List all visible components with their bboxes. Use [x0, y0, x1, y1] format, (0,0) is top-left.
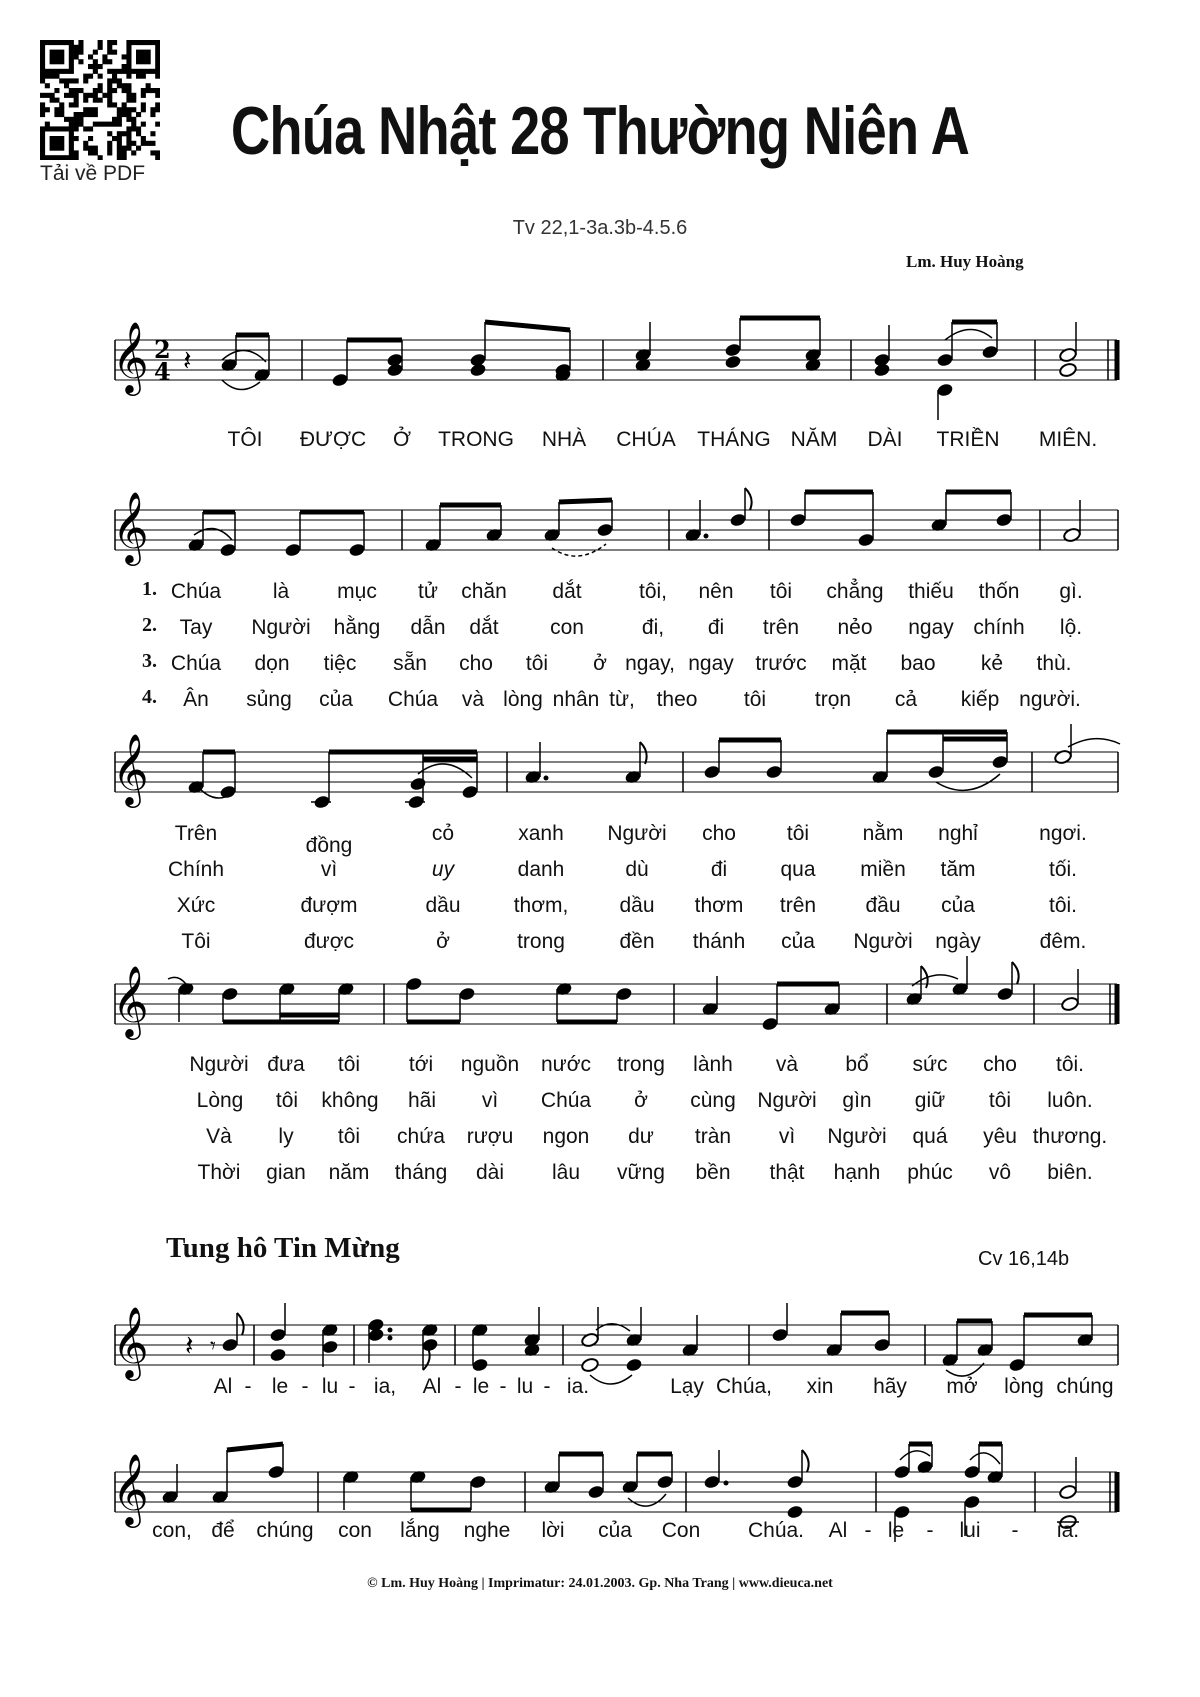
- lyric: Và: [206, 1125, 232, 1148]
- lyric: Chúa: [170, 652, 222, 675]
- notes-m3: [684, 488, 752, 543]
- quarter-rest: 𝄽: [183, 344, 192, 377]
- lyric: hằng: [333, 616, 381, 639]
- gospel-reference: Cv 16,14b: [978, 1248, 1070, 1270]
- lyric: của: [319, 688, 353, 711]
- lyric: chúng: [1056, 1375, 1114, 1398]
- lyric: Chúa: [387, 688, 439, 711]
- lyric: cho: [459, 652, 493, 675]
- lyric: Thời: [197, 1161, 241, 1184]
- eighth-rest: 𝄾: [210, 1334, 216, 1359]
- lyric: đi,: [641, 616, 665, 639]
- lyric: mặt: [831, 652, 867, 675]
- lyric: trong: [617, 1053, 665, 1076]
- lyric: trên: [779, 894, 817, 917]
- lyric: ĐƯỢC: [299, 428, 367, 451]
- lyric: sức: [912, 1053, 948, 1076]
- svg-text:𝄞: 𝄞: [112, 1452, 149, 1525]
- lyric: ia.: [1056, 1519, 1080, 1542]
- lyric: nẻo: [837, 616, 873, 639]
- lyric: vô: [988, 1161, 1012, 1184]
- lyric: cho: [702, 822, 736, 845]
- lyric: lời: [541, 1519, 565, 1542]
- lyric: mở: [946, 1375, 978, 1398]
- lyric: CHÚA: [616, 428, 676, 451]
- lyric: vững: [617, 1161, 665, 1184]
- lyric: thương.: [1032, 1125, 1108, 1148]
- lyric: dọn: [254, 652, 290, 675]
- lyric: xanh: [518, 822, 564, 845]
- lyric: chẳng: [826, 580, 884, 603]
- lyric: luôn.: [1047, 1089, 1093, 1112]
- treble-clef: [112, 320, 149, 396]
- lyric: ở: [593, 652, 607, 675]
- lyric: Tay: [179, 616, 213, 639]
- notes-m3: [634, 318, 822, 373]
- page-title: Chúa Nhật 28 Thường Niên A: [230, 93, 970, 169]
- lyric: NĂM: [790, 428, 838, 451]
- treble-clef: [112, 490, 149, 566]
- lyric: người.: [1019, 688, 1081, 711]
- lyric: tháng: [394, 1161, 448, 1184]
- lyric: dầu: [425, 894, 461, 917]
- verse-number: 3.: [142, 650, 157, 672]
- lyric: tôi.: [1055, 1053, 1085, 1076]
- notes-m1: [187, 512, 366, 558]
- lyric: đưa: [267, 1053, 305, 1076]
- lyric: bao: [900, 652, 936, 675]
- lyric: ia.: [566, 1375, 590, 1398]
- lyric: Người: [853, 930, 913, 953]
- lyric: tôi.: [1048, 894, 1078, 917]
- lyric: quá: [912, 1125, 948, 1148]
- lyric: Al: [213, 1375, 233, 1398]
- lyric: Tôi: [181, 930, 211, 953]
- lyric: thù.: [1036, 652, 1072, 675]
- lyric: -: [244, 1375, 252, 1398]
- lyric: Chính: [167, 858, 225, 881]
- lyric: -: [864, 1519, 872, 1542]
- lyric: dẫn: [410, 616, 446, 639]
- lyric: Người: [827, 1125, 887, 1148]
- notes-gospel-m11: [893, 1444, 1004, 1542]
- lyric: trước: [755, 652, 807, 675]
- lyric: bền: [695, 1161, 731, 1184]
- lyric: -: [1011, 1519, 1019, 1542]
- notes-m2: [424, 500, 614, 556]
- time-signature-bottom: 4: [154, 357, 171, 386]
- lyric: Người: [757, 1089, 817, 1112]
- lyric: Lạy: [670, 1375, 704, 1398]
- treble-clef: [112, 964, 149, 1040]
- verse-number: 1.: [142, 578, 157, 600]
- lyric: cỏ: [431, 822, 455, 845]
- lyric: lành: [693, 1053, 733, 1076]
- lyric: cùng: [690, 1089, 736, 1112]
- lyric: dầu: [619, 894, 655, 917]
- lyric: trên: [762, 616, 800, 639]
- lyric: Ân: [183, 688, 209, 711]
- notes-m2: [524, 742, 647, 785]
- lyric: TRONG: [438, 428, 514, 451]
- lyric: biên.: [1047, 1161, 1093, 1184]
- lyric: TRIỀN: [936, 428, 1000, 451]
- lyric: phúc: [907, 1161, 953, 1184]
- lyric: lòng: [503, 688, 543, 711]
- lyric: tôi: [743, 688, 767, 711]
- lyric: -: [301, 1375, 309, 1398]
- notes-gospel-m9: [543, 1454, 674, 1506]
- lyric: lộ.: [1059, 616, 1083, 639]
- lyric: TÔI: [227, 428, 263, 451]
- lyric: tăm: [940, 858, 976, 881]
- lyric: rượu: [466, 1125, 514, 1148]
- lyric: Chúa.: [747, 1519, 805, 1542]
- lyric: để: [211, 1519, 235, 1542]
- lyric: Người: [189, 1053, 249, 1076]
- lyric: con,: [152, 1519, 192, 1542]
- lyric: -: [348, 1375, 356, 1398]
- verse-number: 4.: [142, 686, 157, 708]
- lyric: vì: [481, 1089, 499, 1112]
- composer-name: Lm. Huy Hoàng: [906, 252, 1024, 271]
- lyric: ngay,: [625, 652, 675, 675]
- quarter-rest: 𝄽: [185, 1329, 194, 1362]
- section-heading: Tung hô Tin Mừng: [166, 1232, 400, 1264]
- lyric: yêu: [983, 1125, 1017, 1148]
- lyric: không: [321, 1089, 379, 1112]
- notes-m5: [1061, 969, 1080, 1012]
- svg-text:𝄞: 𝄞: [112, 964, 149, 1037]
- lyric: le: [887, 1519, 905, 1542]
- lyric: hãi: [407, 1089, 437, 1112]
- lyric: gian: [266, 1161, 306, 1184]
- lyric: nằm: [862, 822, 904, 845]
- lyric: Al: [422, 1375, 442, 1398]
- lyric: tràn: [694, 1125, 732, 1148]
- lyric: tối.: [1048, 858, 1078, 881]
- lyric: và: [775, 1053, 799, 1076]
- lyric: hạnh: [833, 1161, 881, 1184]
- lyric: chính: [973, 616, 1025, 639]
- lyric: dài: [475, 1161, 505, 1184]
- lyric: và: [461, 688, 485, 711]
- lyric: sẵn: [393, 652, 427, 675]
- lyric: đêm.: [1039, 930, 1087, 953]
- lyric: ngay: [908, 616, 954, 639]
- lyric: kẻ: [980, 652, 1004, 675]
- lyric: xin: [806, 1375, 834, 1398]
- notes-gospel-m7: [161, 1444, 285, 1505]
- verse-number: 2.: [142, 614, 157, 636]
- notes-m2: [405, 976, 633, 1022]
- treble-clef: [112, 732, 149, 808]
- lyric: tới: [408, 1053, 434, 1076]
- lyric: tiệc: [323, 652, 357, 675]
- lyric: của: [598, 1519, 632, 1542]
- lyric: danh: [517, 858, 565, 881]
- lyric: nhân: [552, 688, 600, 711]
- lyric: Người: [251, 616, 311, 639]
- notes-m4: [1054, 724, 1120, 765]
- lyric: nước: [540, 1053, 592, 1076]
- lyric: -: [499, 1375, 507, 1398]
- lyric: tôi: [275, 1089, 299, 1112]
- lyric: mục: [337, 580, 377, 603]
- lyric: lui: [959, 1519, 981, 1542]
- lyric: nguồn: [460, 1053, 520, 1076]
- lyric: thơm: [694, 894, 744, 917]
- lyric: theo: [656, 688, 698, 711]
- lyric: nên: [698, 580, 734, 603]
- lyric: giữ: [914, 1089, 946, 1112]
- notes-gospel-m5: [771, 1303, 891, 1358]
- lyric: năm: [328, 1161, 370, 1184]
- lyric: le: [472, 1375, 490, 1398]
- lyric: Al: [828, 1519, 848, 1542]
- lyric: cả: [894, 688, 918, 711]
- lyric: Lòng: [196, 1089, 244, 1112]
- lyric: DÀI: [867, 428, 903, 451]
- notes-gospel-m10: [703, 1450, 809, 1520]
- lyric: ngay: [688, 652, 734, 675]
- notes-m4: [873, 322, 999, 420]
- lyric: ở: [634, 1089, 648, 1112]
- lyric: MIÊN.: [1038, 428, 1098, 451]
- lyric: lu: [516, 1375, 534, 1398]
- lyric: chứa: [397, 1125, 445, 1148]
- lyric: con: [338, 1519, 372, 1542]
- lyric: dư: [628, 1125, 654, 1148]
- lyric: tôi,: [638, 580, 668, 603]
- lyric: ngơi.: [1039, 822, 1087, 845]
- lyric: gì.: [1059, 580, 1083, 603]
- lyric: uy: [431, 858, 455, 881]
- psalm-reference: Tv 22,1-3a.3b-4.5.6: [512, 217, 688, 239]
- notes-m4: [905, 956, 1019, 1007]
- time-signature-top: 2: [154, 335, 171, 364]
- treble-clef: [112, 1305, 149, 1381]
- lyric: sủng: [246, 688, 292, 711]
- lyric: THÁNG: [697, 428, 771, 451]
- svg-text:𝄞: 𝄞: [112, 320, 149, 393]
- lyric: thiếu: [908, 580, 954, 603]
- lyric: lòng: [1004, 1375, 1044, 1398]
- lyric: trọn: [814, 688, 852, 711]
- staff-system-4: [0, 944, 1200, 1054]
- lyric: Con: [661, 1519, 701, 1542]
- lyric: qua: [780, 858, 816, 881]
- lyric: -: [926, 1519, 934, 1542]
- lyric: của: [941, 894, 975, 917]
- notes-m1: [187, 752, 479, 810]
- lyric: nghỉ: [938, 822, 978, 845]
- lyric: Chúa: [540, 1089, 592, 1112]
- lyric: dắt: [469, 616, 499, 639]
- lyric: đi: [707, 616, 725, 639]
- lyric: Xức: [176, 894, 216, 917]
- lyric: được: [303, 930, 355, 953]
- lyric: đi: [710, 858, 728, 881]
- lyric: đầu: [865, 894, 901, 917]
- lyric: hãy: [873, 1375, 907, 1398]
- lyric: vì: [320, 858, 338, 881]
- lyric: vì: [778, 1125, 796, 1148]
- treble-clef: [112, 1452, 149, 1528]
- lyric: chăn: [461, 580, 507, 603]
- notes-gospel-m3: [471, 1307, 541, 1373]
- lyric: đồng: [305, 834, 353, 857]
- lyric: trong: [517, 930, 565, 953]
- lyric: lắng: [400, 1519, 440, 1542]
- lyric: Người: [607, 822, 667, 845]
- lyric: ngày: [935, 930, 981, 953]
- lyric: gìn: [842, 1089, 872, 1112]
- staff-system-2: [0, 470, 1200, 580]
- lyric: thật: [769, 1161, 805, 1184]
- lyric: từ,: [609, 688, 635, 711]
- lyric: dắt: [552, 580, 582, 603]
- lyric: tử: [418, 580, 438, 603]
- notes-m5: [1063, 500, 1082, 543]
- lyric: chúng: [256, 1519, 314, 1542]
- lyric: dù: [625, 858, 649, 881]
- lyric: -: [543, 1375, 551, 1398]
- lyric: của: [781, 930, 815, 953]
- lyric: bổ: [845, 1053, 869, 1076]
- lyric: Ở: [392, 428, 412, 451]
- lyric: đượm: [300, 894, 358, 917]
- lyric: le: [271, 1375, 289, 1398]
- svg-text:𝄞: 𝄞: [112, 490, 149, 563]
- footer-credit: © Lm. Huy Hoàng | Imprimatur: 24.01.2003. Gp. Nha Trang | www.dieuca.net: [367, 1576, 833, 1591]
- lyric: tôi: [769, 580, 793, 603]
- lyric: miền: [860, 858, 906, 881]
- lyric: cho: [983, 1053, 1017, 1076]
- lyric: NHÀ: [541, 428, 587, 451]
- lyric: là: [272, 580, 290, 603]
- lyric: ia,: [373, 1375, 397, 1398]
- lyric: lu: [321, 1375, 339, 1398]
- qr-download-label[interactable]: Tải về PDF: [40, 162, 146, 185]
- lyric: Trên: [174, 822, 218, 845]
- notes-gospel-m6: [941, 1315, 1094, 1376]
- lyric: con: [550, 616, 584, 639]
- svg-text:𝄞: 𝄞: [112, 1305, 149, 1378]
- lyric: ở: [436, 930, 450, 953]
- lyric: ngon: [542, 1125, 590, 1148]
- lyric: đền: [619, 930, 655, 953]
- notes-m2: [331, 322, 572, 388]
- lyric: -: [454, 1375, 462, 1398]
- notes-gospel-m8: [342, 1469, 487, 1510]
- lyric: thơm,: [513, 894, 569, 917]
- lyric: tôi: [786, 822, 810, 845]
- lyric: Chúa: [170, 580, 222, 603]
- lyric: tôi: [337, 1053, 361, 1076]
- lyric: Chúa,: [715, 1375, 773, 1398]
- lyric: tôi: [988, 1089, 1012, 1112]
- lyric: thánh: [692, 930, 746, 953]
- notes-m1: [220, 335, 271, 390]
- lyric: kiếp: [960, 688, 1000, 711]
- lyric: thốn: [978, 580, 1020, 603]
- lyric: lâu: [551, 1161, 581, 1184]
- svg-text:𝄞: 𝄞: [112, 732, 149, 805]
- lyric: tôi: [337, 1125, 361, 1148]
- staff-system-1: [0, 300, 1200, 420]
- lyric: ly: [278, 1125, 294, 1148]
- lyric: nghe: [463, 1519, 511, 1542]
- lyric: tôi: [525, 652, 549, 675]
